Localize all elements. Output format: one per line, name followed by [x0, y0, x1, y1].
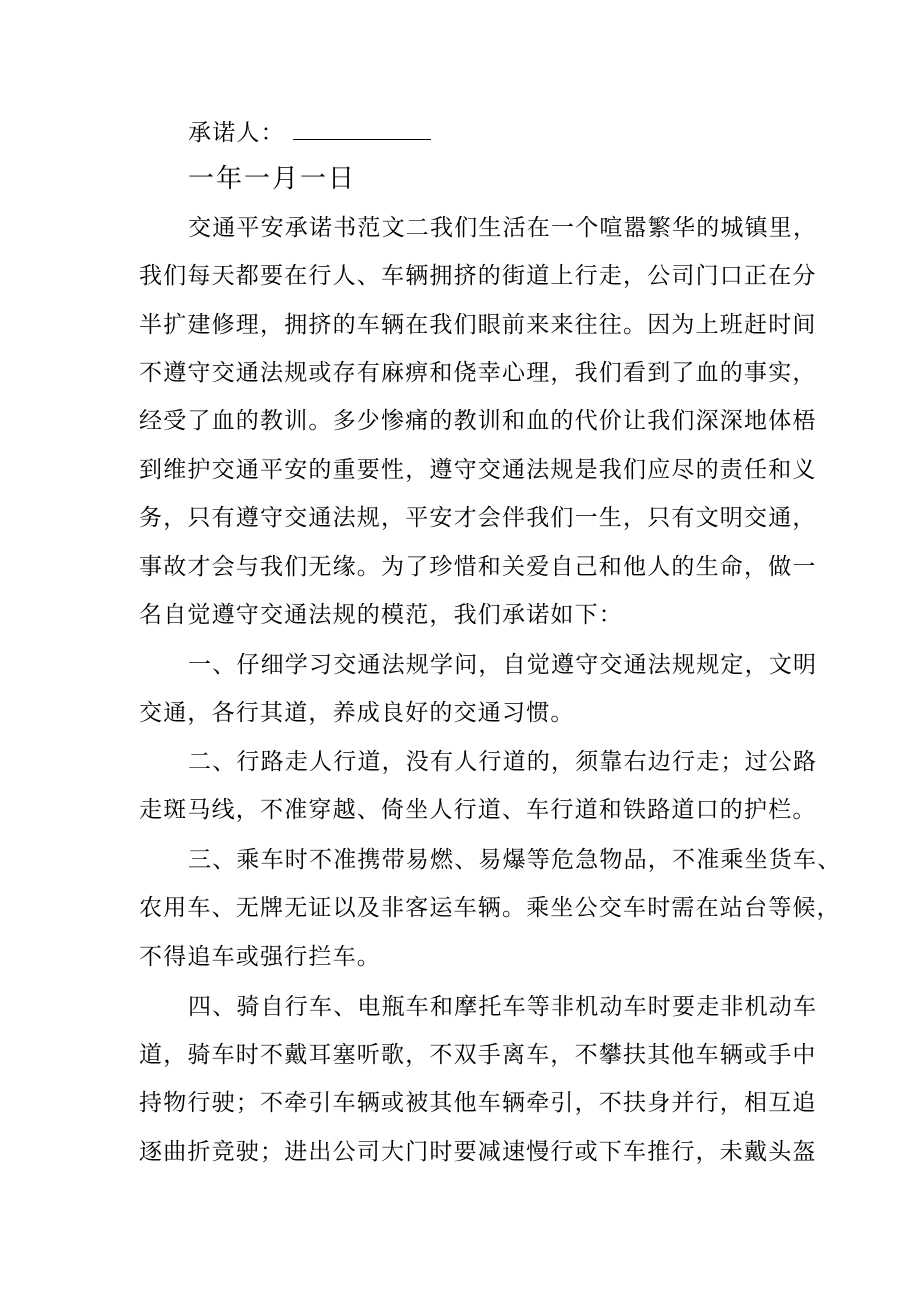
paragraph-line: 不遵守交通法规或存有麻痹和侥幸心理，我们看到了血的事实， — [139, 360, 817, 386]
paragraph-line: 我们每天都要在行人、车辆拥挤的街道上行走，公司门口正在分 — [139, 263, 817, 289]
paragraph-line: 名自觉遵守交通法规的模范，我们承诺如下： — [139, 602, 623, 628]
paragraph-line: 务，只有遵守交通法规，平安才会伴我们一生，只有文明交通， — [139, 505, 817, 531]
paragraph-line: 到维护交通平安的重要性，遵守交通法规是我们应尽的责任和义 — [139, 457, 817, 483]
paragraph-line: 不得追车或强行拦车。 — [139, 944, 381, 970]
paragraph-line: 农用车、无牌无证以及非客运车辆。乘坐公交车时需在站台等候， — [139, 895, 841, 921]
paragraph-line: 交通平安承诺书范文二我们生活在一个喧嚣繁华的城镇里， — [188, 215, 818, 241]
signer-label: 承诺人： — [188, 120, 285, 146]
paragraph-line: 事故才会与我们无缘。为了珍惜和关爱自己和他人的生命，做一 — [139, 554, 817, 580]
signer-line — [188, 117, 784, 148]
paragraph-line: 二、行路走人行道，没有人行道的，须靠右边行走；过公路 — [188, 749, 818, 775]
paragraph-line: 经受了血的教训。多少惨痛的教训和血的代价让我们深深地体梧 — [139, 408, 817, 434]
paragraph-line: 一、仔细学习交通法规学问，自觉遵守交通法规规定，文明 — [188, 652, 818, 678]
paragraph-line: 逐曲折竞驶；进出公司大门时要减速慢行或下车推行，未戴头盔 — [139, 1139, 817, 1165]
paragraph-line: 半扩建修理，拥挤的车辆在我们眼前来来往往。因为上班赶时间 — [139, 312, 817, 338]
paragraph-line: 交通，各行其道，养成良好的交通习惯。 — [139, 700, 575, 726]
date-line: 一年一月一日 — [188, 164, 357, 194]
paragraph-line: 三、乘车时不准携带易燃、易爆等危急物品，不准乘坐货车、 — [188, 847, 842, 873]
paragraph-line: 走斑马线，不准穿越、倚坐人行道、车行道和铁路道口的护栏。 — [139, 797, 817, 823]
paragraph-line: 四、骑自行车、电瓶车和摩托车等非机动车时要走非机动车 — [188, 994, 818, 1020]
paragraph-line: 持物行驶；不牵引车辆或被其他车辆牵引，不扶身并行，相互追 — [139, 1090, 817, 1116]
signature-blank — [293, 117, 431, 140]
paragraph-line: 道，骑车时不戴耳塞听歌，不双手离车，不攀扶其他车辆或手中 — [139, 1042, 817, 1068]
